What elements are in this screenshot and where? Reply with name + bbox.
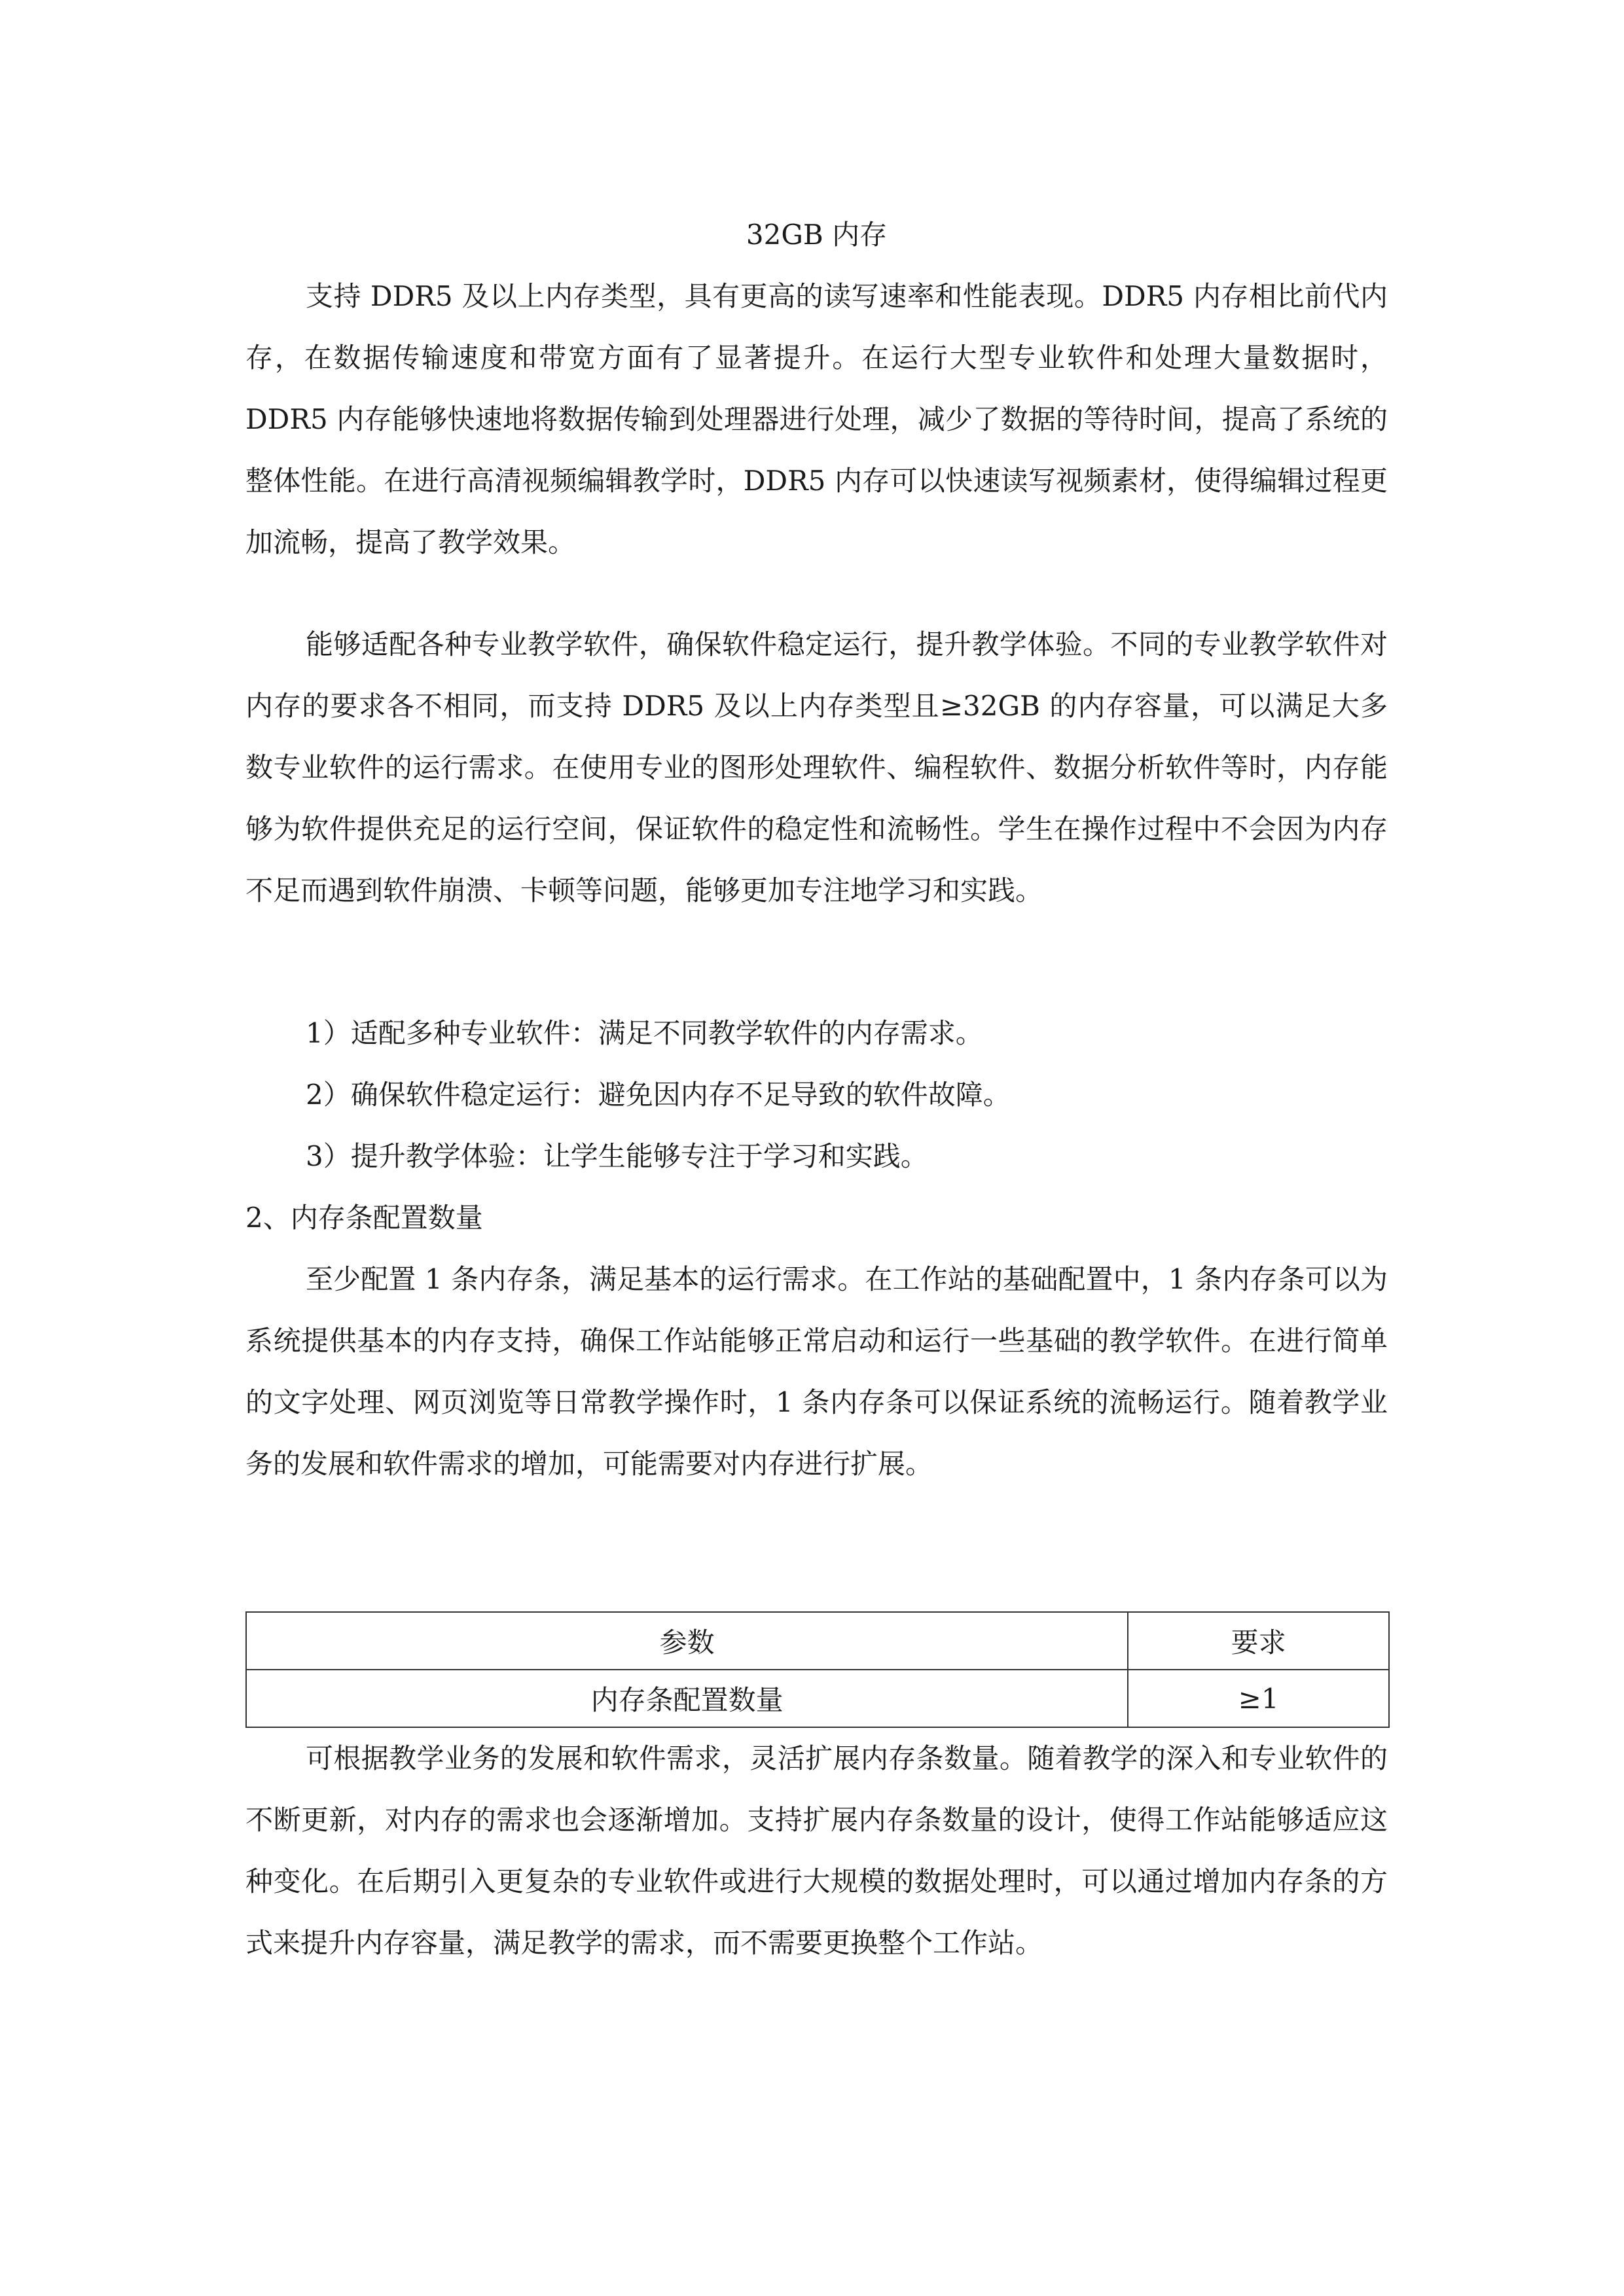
paragraph-ddr5: 支持 DDR5 及以上内存类型，具有更高的读写速率和性能表现。DDR5 内存相比前代内存，在数据传输速度和带宽方面有了显著提升。在运行大型专业软件和处理大量数据时，DDR5 内存能够快速地将数据传输到处理器进行处理，减少了数据的等待时间，提高了系统的整体性能。在进行高清视频编辑教学时，DDR5 内存可以快速读写视频素材，使得编辑过程更加流畅，提高了教学效果。: [245, 280, 1388, 558]
page-title: 32GB 内存: [746, 219, 888, 251]
table-row: [246, 1670, 1389, 1727]
list-item-1: 1）适配多种专业软件：满足不同教学软件的内存需求。: [306, 1017, 983, 1049]
table-cell-requirement: ≥1: [1128, 1670, 1389, 1727]
paragraph-module-count: 至少配置 1 条内存条，满足基本的运行需求。在工作站的基础配置中，1 条内存条可以为系统提供基本的内存支持，确保工作站能够正常启动和运行一些基础的教学软件。在进行简单的文字处理、网页浏览等日常教学操作时，1 条内存条可以保证系统的流畅运行。随着教学业务的发展和软件需求的增加，可能需要对内存进行扩展。: [245, 1263, 1388, 1480]
list-item-3: 3）提升教学体验：让学生能够专注于学习和实践。: [306, 1140, 928, 1172]
table-header-requirement: 要求: [1128, 1612, 1389, 1670]
paragraph-software-compat: 能够适配各种专业教学软件，确保软件稳定运行，提升教学体验。不同的专业教学软件对内存的要求各不相同，而支持 DDR5 及以上内存类型且≥32GB 的内存容量，可以满足大多数专业软件的运行需求。在使用专业的图形处理软件、编程软件、数据分析软件等时，内存能够为软件提供充足的运行空间，保证软件的稳定性和流畅性。学生在操作过程中不会因为内存不足而遇到软件崩溃、卡顿等问题，能够更加专注地学习和实践。: [245, 628, 1388, 906]
paragraph-expansion: 可根据教学业务的发展和软件需求，灵活扩展内存条数量。随着教学的深入和专业软件的不断更新，对内存的需求也会逐渐增加。支持扩展内存条数量的设计，使得工作站能够适应这种变化。在后期引入更复杂的专业软件或进行大规模的数据处理时，可以通过增加内存条的方式来提升内存容量，满足教学的需求，而不需要更换整个工作站。: [245, 1742, 1388, 1959]
spec-table: [245, 1611, 1390, 1728]
section-heading: 2、内存条配置数量: [245, 1202, 483, 1234]
table-cell-param: 内存条配置数量: [246, 1670, 1128, 1727]
table-header-row: [246, 1612, 1389, 1670]
list-item-2: 2）确保软件稳定运行：避免因内存不足导致的软件故障。: [306, 1079, 1011, 1111]
table-header-param: 参数: [246, 1612, 1128, 1670]
